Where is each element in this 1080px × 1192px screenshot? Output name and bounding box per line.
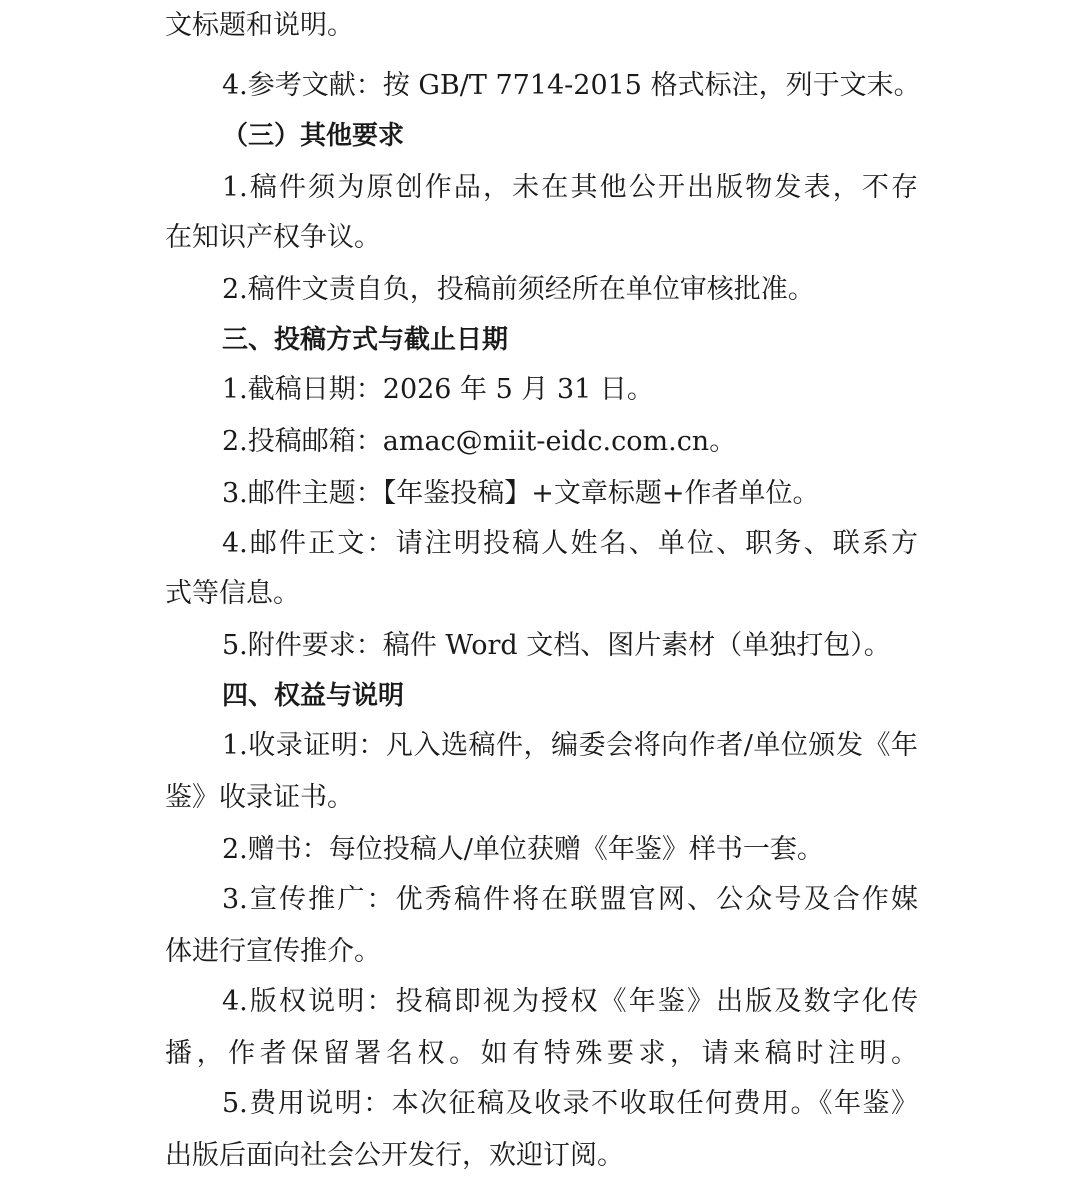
copyright-paragraph-line2: 播，作者保留署名权。如有特殊要求，请来稿时注明。 (165, 1038, 918, 1069)
promotion-paragraph-line1: 3.宣传推广：优秀稿件将在联盟官网、公众号及合作媒 (222, 884, 918, 915)
other-requirements-heading: （三）其他要求 (222, 121, 405, 151)
originality-paragraph-line1: 1.稿件须为原创作品，未在其他公开出版物发表，不存 (222, 172, 918, 203)
gift-book-paragraph: 2.赠书：每位投稿人/单位获赠《年鉴》样书一套。 (222, 834, 824, 865)
attachment-paragraph: 5.附件要求：稿件 Word 文档、图片素材（单独打包）。 (222, 630, 891, 661)
deadline-paragraph: 1.截稿日期：2026 年 5 月 31 日。 (222, 374, 654, 405)
certificate-paragraph-line1: 1.收录证明：凡入选稿件，编委会将向作者/单位颁发《年 (222, 730, 918, 761)
promotion-paragraph-line2: 体进行宣传推介。 (165, 936, 381, 967)
responsibility-paragraph: 2.稿件文责自负，投稿前须经所在单位审核批准。 (222, 274, 815, 305)
originality-paragraph-line2: 在知识产权争议。 (165, 222, 381, 253)
fee-paragraph-line2: 出版后面向社会公开发行，欢迎订阅。 (165, 1140, 624, 1171)
copyright-paragraph-line1: 4.版权说明：投稿即视为授权《年鉴》出版及数字化传 (222, 986, 918, 1017)
rights-heading: 四、权益与说明 (222, 681, 405, 711)
references-paragraph: 4.参考文献：按 GB/T 7714-2015 格式标注，列于文末。 (222, 70, 921, 101)
certificate-paragraph-line2: 鉴》收录证书。 (165, 782, 354, 813)
fee-paragraph-line1: 5.费用说明：本次征稿及收录不收取任何费用。《年鉴》 (222, 1088, 918, 1119)
submission-heading: 三、投稿方式与截止日期 (222, 325, 509, 355)
subject-paragraph: 3.邮件主题：【年鉴投稿】+文章标题+作者单位。 (222, 478, 820, 509)
paragraph-line: 文标题和说明。 (165, 10, 354, 41)
mail-body-paragraph-line2: 式等信息。 (165, 578, 300, 609)
email-paragraph: 2.投稿邮箱：amac@miit-eidc.com.cn。 (222, 426, 737, 457)
mail-body-paragraph-line1: 4.邮件正文：请注明投稿人姓名、单位、职务、联系方 (222, 528, 918, 559)
